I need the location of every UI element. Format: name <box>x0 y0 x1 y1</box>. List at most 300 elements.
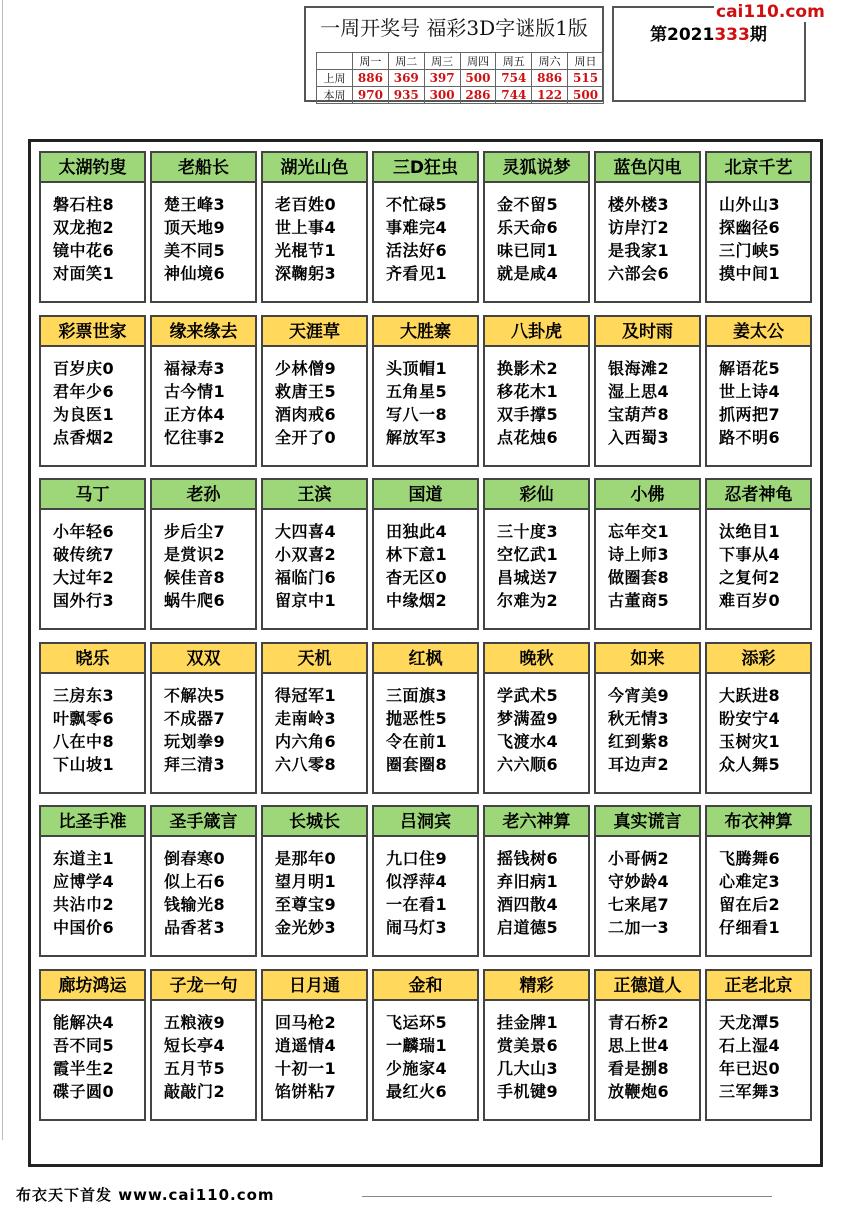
puzzle-card <box>594 151 701 303</box>
puzzle-card <box>150 969 257 1121</box>
card-lines <box>719 847 813 939</box>
riddle-line: 敲敲门2 <box>164 1082 226 1101</box>
draw-number: 286 <box>460 87 496 104</box>
puzzle-card <box>39 151 146 303</box>
riddle-line: 盼安宁4 <box>719 709 781 728</box>
riddle-line: 年已迟0 <box>719 1059 781 1078</box>
card-title: 老孙 <box>152 480 255 510</box>
riddle-line: 内六角6 <box>275 732 337 751</box>
riddle-line: 楚王峰3 <box>164 195 226 214</box>
card-title: 日月通 <box>263 971 366 1001</box>
card-title: 北京千艺 <box>707 153 810 183</box>
card-lines <box>164 520 258 612</box>
card-title: 王滨 <box>263 480 366 510</box>
puzzle-card <box>261 315 368 467</box>
riddle-line: 短长亭4 <box>164 1036 226 1055</box>
card-title: 大胜寨 <box>374 317 477 347</box>
riddle-line: 耳边声2 <box>608 755 670 774</box>
puzzle-card <box>594 969 701 1121</box>
riddle-line: 小年轻6 <box>53 522 115 541</box>
puzzle-card <box>483 805 590 957</box>
riddle-line: 杳无区0 <box>386 568 448 587</box>
riddle-line: 双龙抱2 <box>53 218 115 237</box>
card-lines <box>53 520 147 612</box>
draw-number: 500 <box>568 87 604 104</box>
riddle-line: 十初一1 <box>275 1059 337 1078</box>
card-lines <box>719 1011 813 1103</box>
riddle-line: 乐天命6 <box>497 218 559 237</box>
riddle-line: 磐石柱8 <box>53 195 115 214</box>
card-lines <box>608 1011 702 1103</box>
riddle-line: 红到紫8 <box>608 732 670 751</box>
riddle-line: 楼外楼3 <box>608 195 670 214</box>
card-title: 姜太公 <box>707 317 810 347</box>
riddle-line: 仔细看1 <box>719 918 781 937</box>
card-title: 晓乐 <box>41 644 144 674</box>
card-title: 太湖钓叟 <box>41 153 144 183</box>
draw-number: 300 <box>424 87 460 104</box>
issue-prefix: 第2021 <box>650 25 715 45</box>
card-lines <box>275 520 369 612</box>
puzzle-card <box>705 805 812 957</box>
puzzle-card <box>483 642 590 794</box>
riddle-line: 五角星5 <box>386 382 448 401</box>
riddle-line: 神仙境6 <box>164 264 226 283</box>
puzzle-card <box>372 805 479 957</box>
riddle-line: 中国价6 <box>53 918 115 937</box>
issue-number: 333 <box>714 25 750 45</box>
draw-number: 744 <box>496 87 532 104</box>
card-lines <box>164 684 258 776</box>
puzzle-card <box>483 969 590 1121</box>
card-lines <box>53 357 147 449</box>
riddle-line: 至尊宝9 <box>275 895 337 914</box>
card-title: 三D狂虫 <box>374 153 477 183</box>
puzzle-card <box>372 642 479 794</box>
card-lines <box>53 684 147 776</box>
riddle-line: 思上世4 <box>608 1036 670 1055</box>
riddle-line: 路不明6 <box>719 428 781 447</box>
draw-number: 886 <box>353 70 389 87</box>
riddle-line: 是我家1 <box>608 241 670 260</box>
riddle-line: 留在后2 <box>719 895 781 914</box>
riddle-line: 古今情1 <box>164 382 226 401</box>
riddle-line: 品香茗3 <box>164 918 226 937</box>
last-week-row <box>317 70 604 87</box>
card-lines <box>164 847 258 939</box>
puzzle-card <box>372 151 479 303</box>
riddle-line: 五月节5 <box>164 1059 226 1078</box>
puzzle-card <box>261 969 368 1121</box>
riddle-line: 探幽径6 <box>719 218 781 237</box>
riddle-line: 尔难为2 <box>497 591 559 610</box>
riddle-line: 候佳音8 <box>164 568 226 587</box>
riddle-line: 忘年交1 <box>608 522 670 541</box>
riddle-line: 活法好6 <box>386 241 448 260</box>
riddle-line: 飞渡水4 <box>497 732 559 751</box>
riddle-line: 玉树灾1 <box>719 732 781 751</box>
riddle-line: 看是捌8 <box>608 1059 670 1078</box>
riddle-line: 九口住9 <box>386 849 448 868</box>
puzzle-card <box>372 478 479 630</box>
riddle-line: 写八一8 <box>386 405 448 424</box>
riddle-line: 步后尘7 <box>164 522 226 541</box>
riddle-line: 闹马灯3 <box>386 918 448 937</box>
footer-rule <box>362 1196 772 1197</box>
puzzle-card <box>150 151 257 303</box>
puzzle-card <box>261 151 368 303</box>
riddle-line: 六六顺6 <box>497 755 559 774</box>
card-lines <box>497 357 591 449</box>
riddle-line: 走南岭3 <box>275 709 337 728</box>
riddle-line: 青石桥2 <box>608 1013 670 1032</box>
card-lines <box>386 357 480 449</box>
footer-text: 布衣天下首发 www.cai110.com <box>16 1186 275 1204</box>
riddle-line: 救唐王5 <box>275 382 337 401</box>
draw-number: 935 <box>388 87 424 104</box>
riddle-line: 抛恶性5 <box>386 709 448 728</box>
riddle-line: 美不同5 <box>164 241 226 260</box>
riddle-line: 大跃进8 <box>719 686 781 705</box>
riddle-line: 味已同1 <box>497 241 559 260</box>
riddle-line: 望月明1 <box>275 872 337 891</box>
puzzle-card <box>705 642 812 794</box>
card-title: 布衣神算 <box>707 807 810 837</box>
card-title: 廊坊鸿运 <box>41 971 144 1001</box>
card-title: 天机 <box>263 644 366 674</box>
card-lines <box>275 193 369 285</box>
card-title: 灵狐说梦 <box>485 153 588 183</box>
riddle-line: 守妙龄4 <box>608 872 670 891</box>
card-lines <box>608 193 702 285</box>
puzzle-card <box>39 805 146 957</box>
riddle-line: 六八零8 <box>275 755 337 774</box>
riddle-line: 山外山3 <box>719 195 781 214</box>
draw-number: 122 <box>532 87 568 104</box>
riddle-line: 入西蜀3 <box>608 428 670 447</box>
riddle-line: 大四喜4 <box>275 522 337 541</box>
day-header: 周三 <box>424 53 460 70</box>
card-lines <box>275 1011 369 1103</box>
card-title: 及时雨 <box>596 317 699 347</box>
riddle-line: 八在中8 <box>53 732 115 751</box>
corner-cell <box>317 53 353 70</box>
card-title: 子龙一句 <box>152 971 255 1001</box>
puzzle-card <box>150 642 257 794</box>
card-lines <box>164 1011 258 1103</box>
riddle-line: 君年少6 <box>53 382 115 401</box>
card-lines <box>497 847 591 939</box>
draw-number: 500 <box>460 70 496 87</box>
riddle-line: 得冠军1 <box>275 686 337 705</box>
card-title: 忍者神龟 <box>707 480 810 510</box>
riddle-line: 汰绝目1 <box>719 522 781 541</box>
riddle-line: 下山坡1 <box>53 755 115 774</box>
riddle-line: 下事从4 <box>719 545 781 564</box>
puzzle-card <box>39 642 146 794</box>
riddle-line: 石上湿4 <box>719 1036 781 1055</box>
puzzle-card <box>483 151 590 303</box>
puzzle-card <box>39 969 146 1121</box>
card-title: 金和 <box>374 971 477 1001</box>
riddle-line: 三军舞3 <box>719 1082 781 1101</box>
riddle-line: 世上事4 <box>275 218 337 237</box>
riddle-line: 百岁庆0 <box>53 359 115 378</box>
riddle-line: 三房东3 <box>53 686 115 705</box>
riddle-line: 齐看见1 <box>386 264 448 283</box>
draw-schedule <box>316 52 604 104</box>
weekly-draw-table <box>304 6 604 102</box>
site-logo: cai110.com <box>716 2 825 22</box>
puzzle-card <box>705 315 812 467</box>
riddle-line: 大过年2 <box>53 568 115 587</box>
puzzle-card <box>39 315 146 467</box>
riddle-line: 做圈套8 <box>608 568 670 587</box>
riddle-line: 手机键9 <box>497 1082 559 1101</box>
riddle-line: 梦满盈9 <box>497 709 559 728</box>
riddle-line: 福临门6 <box>275 568 337 587</box>
issue-label <box>650 20 767 45</box>
day-header: 周二 <box>388 53 424 70</box>
puzzle-card <box>261 478 368 630</box>
riddle-line: 深鞠躬3 <box>275 264 337 283</box>
card-lines <box>386 847 480 939</box>
card-lines <box>386 193 480 285</box>
page-edge-line <box>2 0 3 1140</box>
riddle-line: 空忆武1 <box>497 545 559 564</box>
riddle-line: 解放军3 <box>386 428 448 447</box>
riddle-line: 蜗牛爬6 <box>164 591 226 610</box>
puzzle-grid <box>28 139 823 1167</box>
riddle-line: 换影术2 <box>497 359 559 378</box>
riddle-line: 头顶帽1 <box>386 359 448 378</box>
puzzle-card <box>483 315 590 467</box>
riddle-line: 弃旧病1 <box>497 872 559 891</box>
riddle-line: 最红火6 <box>386 1082 448 1101</box>
card-lines <box>386 684 480 776</box>
last-week-label: 上周 <box>317 70 353 87</box>
riddle-line: 宝葫芦8 <box>608 405 670 424</box>
riddle-line: 秋无情3 <box>608 709 670 728</box>
card-title: 老船长 <box>152 153 255 183</box>
card-title: 吕洞宾 <box>374 807 477 837</box>
riddle-line: 光棍节1 <box>275 241 337 260</box>
puzzle-card <box>150 315 257 467</box>
riddle-line: 留京中1 <box>275 591 337 610</box>
card-title: 马丁 <box>41 480 144 510</box>
riddle-line: 飞运环5 <box>386 1013 448 1032</box>
riddle-line: 三面旗3 <box>386 686 448 705</box>
riddle-line: 钱输光8 <box>164 895 226 914</box>
riddle-line: 古董商5 <box>608 591 670 610</box>
card-lines <box>719 193 813 285</box>
riddle-line: 忆往事2 <box>164 428 226 447</box>
card-lines <box>608 684 702 776</box>
riddle-line: 似浮萍4 <box>386 872 448 891</box>
riddle-line: 小双喜2 <box>275 545 337 564</box>
riddle-line: 不忙碌5 <box>386 195 448 214</box>
riddle-line: 三门峡5 <box>719 241 781 260</box>
riddle-line: 学武术5 <box>497 686 559 705</box>
puzzle-card <box>594 478 701 630</box>
riddle-line: 湿上思4 <box>608 382 670 401</box>
riddle-line: 是赏识2 <box>164 545 226 564</box>
card-lines <box>275 847 369 939</box>
card-title: 精彩 <box>485 971 588 1001</box>
riddle-line: 飞腾舞6 <box>719 849 781 868</box>
card-title: 长城长 <box>263 807 366 837</box>
header-title: 一周开奖号 福彩3D字谜版1版 <box>320 16 588 40</box>
puzzle-card <box>261 805 368 957</box>
draw-number: 397 <box>424 70 460 87</box>
day-header: 周一 <box>353 53 389 70</box>
riddle-line: 共沾巾2 <box>53 895 115 914</box>
puzzle-card <box>261 642 368 794</box>
card-lines <box>275 684 369 776</box>
riddle-line: 顶天地9 <box>164 218 226 237</box>
riddle-line: 七来尾7 <box>608 895 670 914</box>
riddle-line: 点花烛6 <box>497 428 559 447</box>
card-title: 小佛 <box>596 480 699 510</box>
riddle-line: 一麟瑞1 <box>386 1036 448 1055</box>
card-lines <box>53 193 147 285</box>
card-title: 圣手箴言 <box>152 807 255 837</box>
riddle-line: 国外行3 <box>53 591 115 610</box>
card-title: 缘来缘去 <box>152 317 255 347</box>
card-lines <box>497 1011 591 1103</box>
riddle-line: 放鞭炮6 <box>608 1082 670 1101</box>
riddle-line: 挂金牌1 <box>497 1013 559 1032</box>
riddle-line: 金不留5 <box>497 195 559 214</box>
this-week-label: 本周 <box>317 87 353 104</box>
puzzle-card <box>705 969 812 1121</box>
draw-number: 369 <box>388 70 424 87</box>
card-lines <box>497 193 591 285</box>
puzzle-card <box>705 478 812 630</box>
riddle-line: 正方体4 <box>164 405 226 424</box>
riddle-line: 移花木1 <box>497 382 559 401</box>
riddle-line: 二加一3 <box>608 918 670 937</box>
card-lines <box>386 1011 480 1103</box>
riddle-line: 难百岁0 <box>719 591 781 610</box>
riddle-line: 东道主1 <box>53 849 115 868</box>
card-lines <box>497 520 591 612</box>
riddle-line: 昌城送7 <box>497 568 559 587</box>
card-lines <box>608 847 702 939</box>
card-lines <box>608 357 702 449</box>
riddle-line: 为良医1 <box>53 405 115 424</box>
riddle-line: 老百姓0 <box>275 195 337 214</box>
riddle-line: 应博学4 <box>53 872 115 891</box>
riddle-line: 不成器7 <box>164 709 226 728</box>
riddle-line: 馅饼粘7 <box>275 1082 337 1101</box>
riddle-line: 玩划拳9 <box>164 732 226 751</box>
riddle-line: 全开了0 <box>275 428 337 447</box>
card-title: 比圣手准 <box>41 807 144 837</box>
riddle-line: 逍遥情4 <box>275 1036 337 1055</box>
riddle-line: 心难定3 <box>719 872 781 891</box>
puzzle-card <box>150 805 257 957</box>
riddle-line: 酒四散4 <box>497 895 559 914</box>
riddle-line: 令在前1 <box>386 732 448 751</box>
card-lines <box>608 520 702 612</box>
riddle-line: 今宵美9 <box>608 686 670 705</box>
riddle-line: 访岸汀2 <box>608 218 670 237</box>
riddle-line: 众人舞5 <box>719 755 781 774</box>
riddle-line: 事难完4 <box>386 218 448 237</box>
riddle-line: 林下意1 <box>386 545 448 564</box>
riddle-line: 似上石6 <box>164 872 226 891</box>
card-title: 真实谎言 <box>596 807 699 837</box>
riddle-line: 酒肉戒6 <box>275 405 337 424</box>
riddle-line: 回马枪2 <box>275 1013 337 1032</box>
riddle-line: 世上诗4 <box>719 382 781 401</box>
draw-number: 754 <box>496 70 532 87</box>
riddle-line: 之复何2 <box>719 568 781 587</box>
card-lines <box>53 1011 147 1103</box>
day-header: 周五 <box>496 53 532 70</box>
riddle-line: 对面笑1 <box>53 264 115 283</box>
riddle-line: 解语花5 <box>719 359 781 378</box>
riddle-line: 倒春寒0 <box>164 849 226 868</box>
card-title: 天涯草 <box>263 317 366 347</box>
riddle-line: 镜中花6 <box>53 241 115 260</box>
puzzle-card <box>483 478 590 630</box>
puzzle-card <box>594 315 701 467</box>
riddle-line: 金光妙3 <box>275 918 337 937</box>
riddle-line: 六部会6 <box>608 264 670 283</box>
card-title: 老六神算 <box>485 807 588 837</box>
puzzle-card <box>39 478 146 630</box>
riddle-line: 霞半生2 <box>53 1059 115 1078</box>
day-header: 周六 <box>532 53 568 70</box>
puzzle-card <box>594 805 701 957</box>
riddle-line: 摸中间1 <box>719 264 781 283</box>
riddle-line: 福禄寿3 <box>164 359 226 378</box>
card-title: 添彩 <box>707 644 810 674</box>
riddle-line: 不解决5 <box>164 686 226 705</box>
riddle-line: 赏美景6 <box>497 1036 559 1055</box>
riddle-line: 天龙潭5 <box>719 1013 781 1032</box>
riddle-line: 银海滩2 <box>608 359 670 378</box>
card-lines <box>164 193 258 285</box>
riddle-line: 双手撑5 <box>497 405 559 424</box>
card-lines <box>497 684 591 776</box>
card-lines <box>719 520 813 612</box>
riddle-line: 中缘烟2 <box>386 591 448 610</box>
puzzle-card <box>705 151 812 303</box>
card-title: 国道 <box>374 480 477 510</box>
day-header: 周日 <box>568 53 604 70</box>
riddle-line: 一在看1 <box>386 895 448 914</box>
riddle-line: 摇钱树6 <box>497 849 559 868</box>
riddle-line: 拜三清3 <box>164 755 226 774</box>
riddle-line: 吾不同5 <box>53 1036 115 1055</box>
riddle-line: 破传统7 <box>53 545 115 564</box>
riddle-line: 三十度3 <box>497 522 559 541</box>
card-title: 八卦虎 <box>485 317 588 347</box>
day-header: 周四 <box>460 53 496 70</box>
card-title: 正老北京 <box>707 971 810 1001</box>
card-title: 晚秋 <box>485 644 588 674</box>
riddle-line: 抓两把7 <box>719 405 781 424</box>
draw-number: 515 <box>568 70 604 87</box>
card-lines <box>53 847 147 939</box>
card-title: 如来 <box>596 644 699 674</box>
draw-number: 886 <box>532 70 568 87</box>
card-lines <box>164 357 258 449</box>
riddle-line: 点香烟2 <box>53 428 115 447</box>
